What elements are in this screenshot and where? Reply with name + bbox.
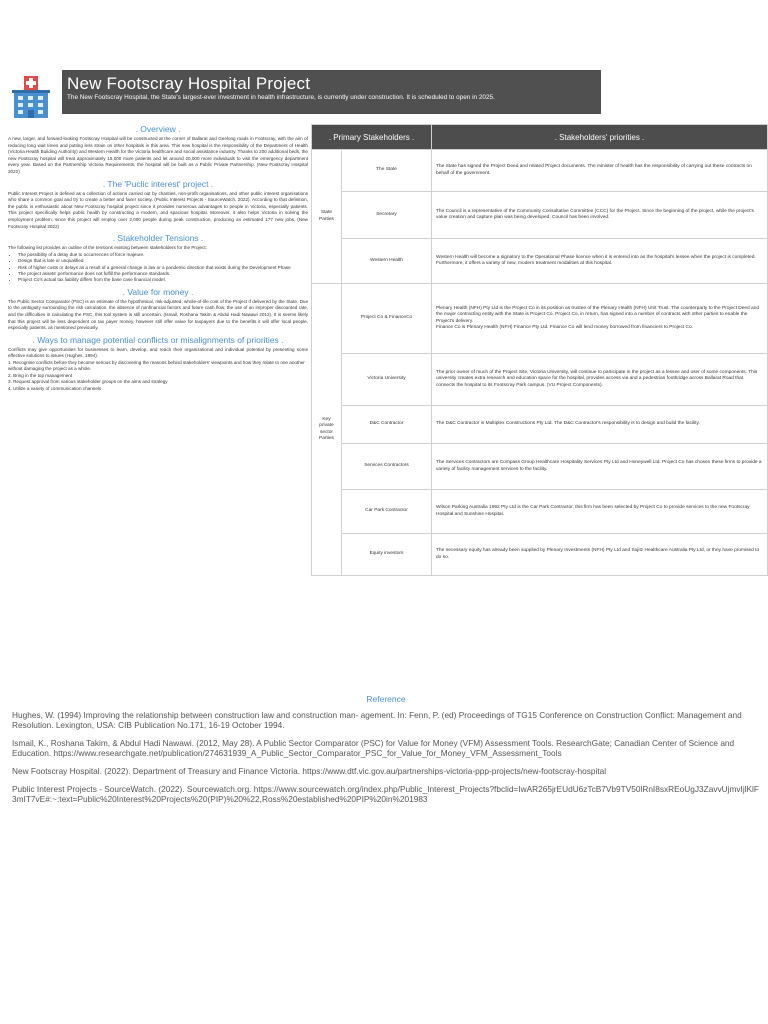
stakeholder-priority: Plenary Health (NFH) Pty Ltd is the Project Co in its position as trustee of the Plenary Health (NFH) Unit Trust. The counterparty to the Project Deed and the major contracting entity with the State is Project Co. Project Co, in return, has signed into a number of contracts with other parties to enable the Project's delivery. Finance Co is Plenary Health (NFH) Finance Pty Ltd. Finance Co will lend money borrowed from financiers to Project Co. <box>432 284 768 354</box>
stakeholder-priority: The Services Contractors are Compass Group Healthcare Hospitality Services Pty Ltd and Honeywell Ltd. Project Co has chosen these firms to provide a variety of facility management services to the facility. <box>432 444 768 490</box>
ways-list <box>8 360 308 392</box>
stakeholder-priority: The State has signed the Project Deed and related Project documents. The minister of health has the responsibility of carrying out these contracts on behalf of the government. <box>432 150 768 192</box>
stakeholder-priority: The D&C Contractor is Multiplex Constructions Pty Ltd. The D&C Contractor's responsibility is to design and build the facility. <box>432 406 768 444</box>
list-item: • The project assets' performance does not fulfill the performance standards. <box>18 271 308 277</box>
table-row <box>312 354 768 406</box>
stakeholder-priority: The Council is a representative of the Community Consultative Committee (CCC) for the Project. Since the beginning of the project, while the project's value creation and capture plan was being developed, Council has been involved. <box>432 192 768 239</box>
stakeholder-name: The State <box>342 150 432 192</box>
overview-heading: . Overview . <box>135 124 181 134</box>
ways-intro: Conflicts may give opportunities for businesses to learn, develop, and reach their organizational and individual potential by presenting some effective solutions to issues (Hughes, 1994). <box>8 346 308 359</box>
stakeholder-name: Secretary <box>342 192 432 239</box>
public-interest-text: Public Interest Project is defined as a collection of actions carried out by charities, non-profit organisations, and other public interest organisations who share a common goal and try to create a better and fairer society. (Public Interest Projects - SourceWatch, 2022). According to that definition, the public is enthusiastic about New Footscray hospital project since it provides numerous advantages to people in Victoria, especially patients. This project specifically helps public health by constructing a modern, and spacious hospital. Moreover, it also helps Victoria in solving the employment problem, since this project will employ over 2,000 people during peak construction, producing an estimated 177 new jobs. (New Footscray Hospital 2022) <box>8 190 308 229</box>
primary-stakeholders-header: . Primary Stakeholders . <box>312 125 432 150</box>
stakeholder-name: Car Park Contractor <box>342 490 432 534</box>
tensions-intro: The following list provides an outline of the tensions existing between stakeholders for the Project: <box>8 245 207 251</box>
value-text: The Public Sector Comparator (PSC) is an estimate of the hypothetical, risk-adjusted, whole-of-life cost of the Project if delivered by the State. Due to the ambiguity surrounding the risk calculation, the absence of nonfinancial factors and future cash flow, the use of an improper discounted rate, and the difficulties in calculating the PSC, this tool system is still uncertain. (Ismail, Roshana Takim & Abdul Hadi Nawawi 2012). It is seems likely that this project will be less dependent on tax payer money, however still offer value for taxpayers due to the benefits it will offer local people, especially patients, as mentioned previously. <box>8 298 308 331</box>
priorities-header: . Stakeholders' priorities . <box>432 125 768 150</box>
table-row <box>312 192 768 239</box>
table-row <box>312 534 768 576</box>
table-row <box>312 406 768 444</box>
stakeholder-name: Project Co & FinanceCo <box>342 284 432 354</box>
stakeholder-priority: Wilson Parking Australia 1992 Pty Ltd is the Car Park Contractor, this firm has been selected by Project Co to provide services to the new Footscray Hospital and Sunshine Hospital. <box>432 490 768 534</box>
left-column <box>8 124 308 395</box>
overview-text: A new, larger, and forward-looking Footscray Hospital will be constructed at the corner of Ballarat and Geelong roads in Footscray, with the aim of reducing long wait times and putting less strain on other hospitals in this area. This new hospital is the responsibility of the Department of Health (Victoria Health Building Authority) and Western Health for the Victoria healthcare and social assistance industry. Thanks to 200 additional beds, the new Footscray hospital will treat approximately 15,000 more patients and let around 20,000 more individuals to visit the emergency department every year. Based on the Partnership Victoria Requirements, the hospital will be built as a Public Private Partnership. (New Footscray Hospital 2022) <box>8 136 308 174</box>
title-banner <box>62 70 601 114</box>
stakeholder-name: Services Contractors <box>342 444 432 490</box>
table-row <box>312 284 768 354</box>
stakeholder-priority: Western Health will become a signatory to the Operational Phase licence when it is entered into as the hospital's lessee when the project is completed. Furthermore, it offers a variety of new, modern treatment modalities at this hospital. <box>432 239 768 284</box>
reference-item: New Footscray Hospital. (2022). Department of Treasury and Finance Victoria. https://www.dtf.vic.gov.au/partnerships-victoria-ppp-projects/new-footscray-hospital <box>12 766 607 776</box>
stakeholder-name: Equity investors <box>342 534 432 576</box>
list-item: 3. Request approval from various stakeholder groups on the aims and strategy <box>8 379 168 385</box>
stakeholder-name: Western Health <box>342 239 432 284</box>
list-item: 1. Recognise conflicts before they become serious by discovering the reasons behind stakeholders' viewpoints and how they relate to one another without damaging the project as a whole. <box>8 359 305 372</box>
list-item: • Project Co's actual tax liability differs from the base case financial model. <box>18 277 308 283</box>
table-row <box>312 239 768 284</box>
group-label: State Parties <box>312 150 342 284</box>
group-label: Key private sector Parties <box>312 284 342 576</box>
references-section <box>12 694 760 812</box>
list-item: 2. Bring in the top management <box>8 372 73 378</box>
reference-item: Public Interest Projects - SourceWatch. (2022). Sourcewatch.org. https://www.sourcewatch.org/index.php/Public_Interest_Projects?fbclid=IwAR265jrEUdU6zTcB7Vb9TV50lRnI8sxREoUgJ3ZavvUjmvIjlKlF3mIT7vE#:~:text=Public%20Interest%20Projects%20(PIP)%20%22,Ross%20established%20PIP%20in%201983 <box>12 784 759 804</box>
list-item: 4. Utilize a variety of communication channels <box>8 385 102 391</box>
table-row <box>312 444 768 490</box>
table-row <box>312 150 768 192</box>
page-subtitle: The New Footscray Hospital, the State's largest-ever investment in health infrastructure, is currently under construction. It is scheduled to open in 2025. <box>67 94 495 101</box>
list-item: • Design that is late or unqualified <box>18 258 308 264</box>
table-row <box>312 490 768 534</box>
table-header-row <box>312 125 768 150</box>
stakeholder-table <box>311 124 768 576</box>
tensions-heading: . Stakeholder Tensions . <box>112 233 204 244</box>
references-heading: Reference <box>366 694 406 704</box>
reference-item: Ismail, K., Roshana Takim, & Abdul Hadi Nawawi. (2012, May 28). A Public Sector Comparator (PSC) for Value for Money (VFM) Assessment Tools. ResearchGate; Canadian Center of Science and Education. https://www.researchgate.net/publication/274631939_A_Public_Sector_Comparator_PSC_for_Value_for_Money_VFM_Assessment_Tools <box>12 738 735 758</box>
tensions-list <box>8 252 308 284</box>
list-item: • Risk of higher costs or delays as a result of a general change in law or a pandemic direction that exists during the Development Phase <box>18 265 308 271</box>
stakeholder-priority: The necessary equity has already been supplied by Plenary Investments (NFH) Pty Ltd and Sojitz Healthcare Australia Pty Ltd, or they have promised to do so. <box>432 534 768 576</box>
value-heading: . Value for money . <box>122 286 194 297</box>
ways-heading: . Ways to manage potential conflicts or misalignments of priorities . <box>32 334 284 345</box>
hospital-building-icon <box>10 72 52 120</box>
list-item: • The possibility of a delay due to occurrences of force majeure. <box>18 252 308 258</box>
stakeholder-priority: The prior owner of much of the Project Site, Victoria University, will continue to participate in the project as a lessee and user of some components. This university creates extra research and education space for the hospital, provides access via and a pedestrian footbridge across Ballarat Road that connects the hospital to its Footscray Park campus. (VU Project Components). <box>432 354 768 406</box>
public-interest-heading: . The 'Puclic interest' project . <box>102 178 214 189</box>
page-title: New Footscray Hospital Project <box>67 74 311 93</box>
reference-item: Hughes, W. (1994) Improving the relationship between construction law and construction man- agement. In: Fenn, P. (ed) Proceedings of TG15 Conference on Construction Conflict: Management and Resolution. Lexington, USA: CIB Publication No.171, 16-19 October 1994. <box>12 710 742 730</box>
stakeholder-name: D&C Contractor <box>342 406 432 444</box>
stakeholder-name: Victoria University <box>342 354 432 406</box>
